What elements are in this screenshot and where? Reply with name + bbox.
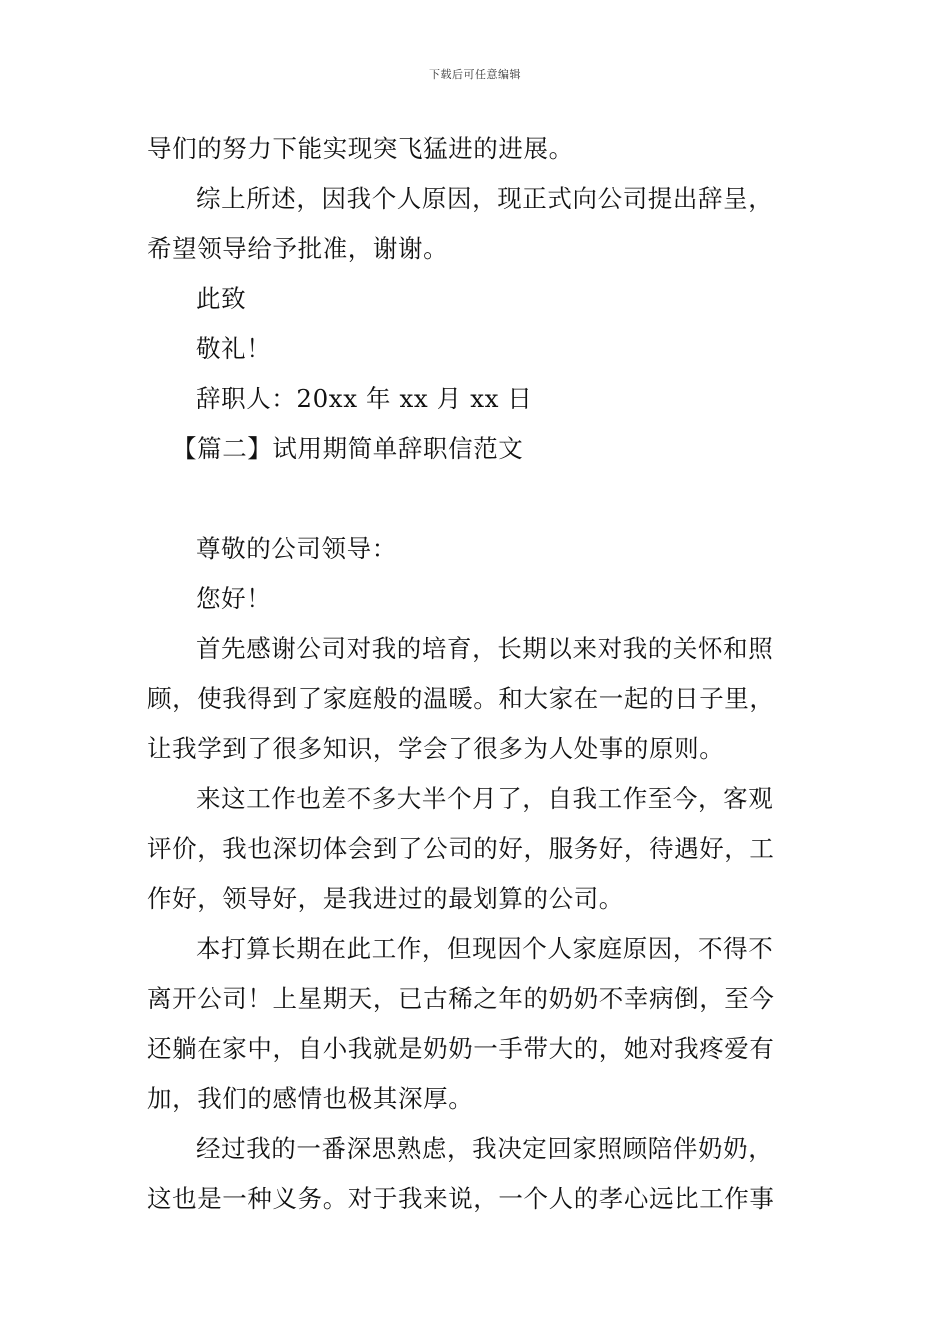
paragraph-line: 来这工作也差不多大半个月了，自我工作至今，客观: [196, 784, 774, 813]
section-heading: 【篇二】试用期简单辞职信范文: [172, 434, 524, 463]
text-line: 顾，使我得到了家庭般的温暖。和大家在一起的日子里，: [147, 684, 775, 713]
closing-regards: 敬礼！: [196, 334, 272, 363]
text-line: 加，我们的感情也极其深厚。: [147, 1084, 474, 1113]
signature-line: 辞职人：20xx 年 xx 月 xx 日: [196, 384, 533, 413]
text-line: 导们的努力下能实现突飞猛进的进展。: [147, 134, 574, 163]
closing-salutation: 此致: [196, 284, 247, 313]
text-line: 还躺在家中，自小我就是奶奶一手带大的，她对我疼爱有: [147, 1034, 775, 1063]
paragraph-line: 综上所述，因我个人原因，现正式向公司提出辞呈，: [196, 184, 774, 213]
text-line: 作好，领导好，是我进过的最划算的公司。: [147, 884, 624, 913]
paragraph-line: 经过我的一番深思熟虑，我决定回家照顾陪伴奶奶，: [196, 1134, 774, 1163]
header-note: 下载后可任意编辑: [429, 68, 521, 81]
paragraph-line: 首先感谢公司对我的培育，长期以来对我的关怀和照: [196, 634, 774, 663]
text-line: 评价，我也深切体会到了公司的好，服务好，待遇好，工: [147, 834, 775, 863]
text-line: 希望领导给予批准，谢谢。: [147, 234, 449, 263]
text-line: 让我学到了很多知识，学会了很多为人处事的原则。: [147, 734, 725, 763]
text-line: 这也是一种义务。对于我来说，一个人的孝心远比工作事: [147, 1184, 775, 1213]
letter-greeting: 尊敬的公司领导：: [196, 534, 397, 563]
paragraph-line: 本打算长期在此工作，但现因个人家庭原因，不得不: [196, 934, 774, 963]
text-line: 离开公司！上星期天，已古稀之年的奶奶不幸病倒，至今: [147, 984, 775, 1013]
letter-hello: 您好！: [196, 584, 272, 613]
